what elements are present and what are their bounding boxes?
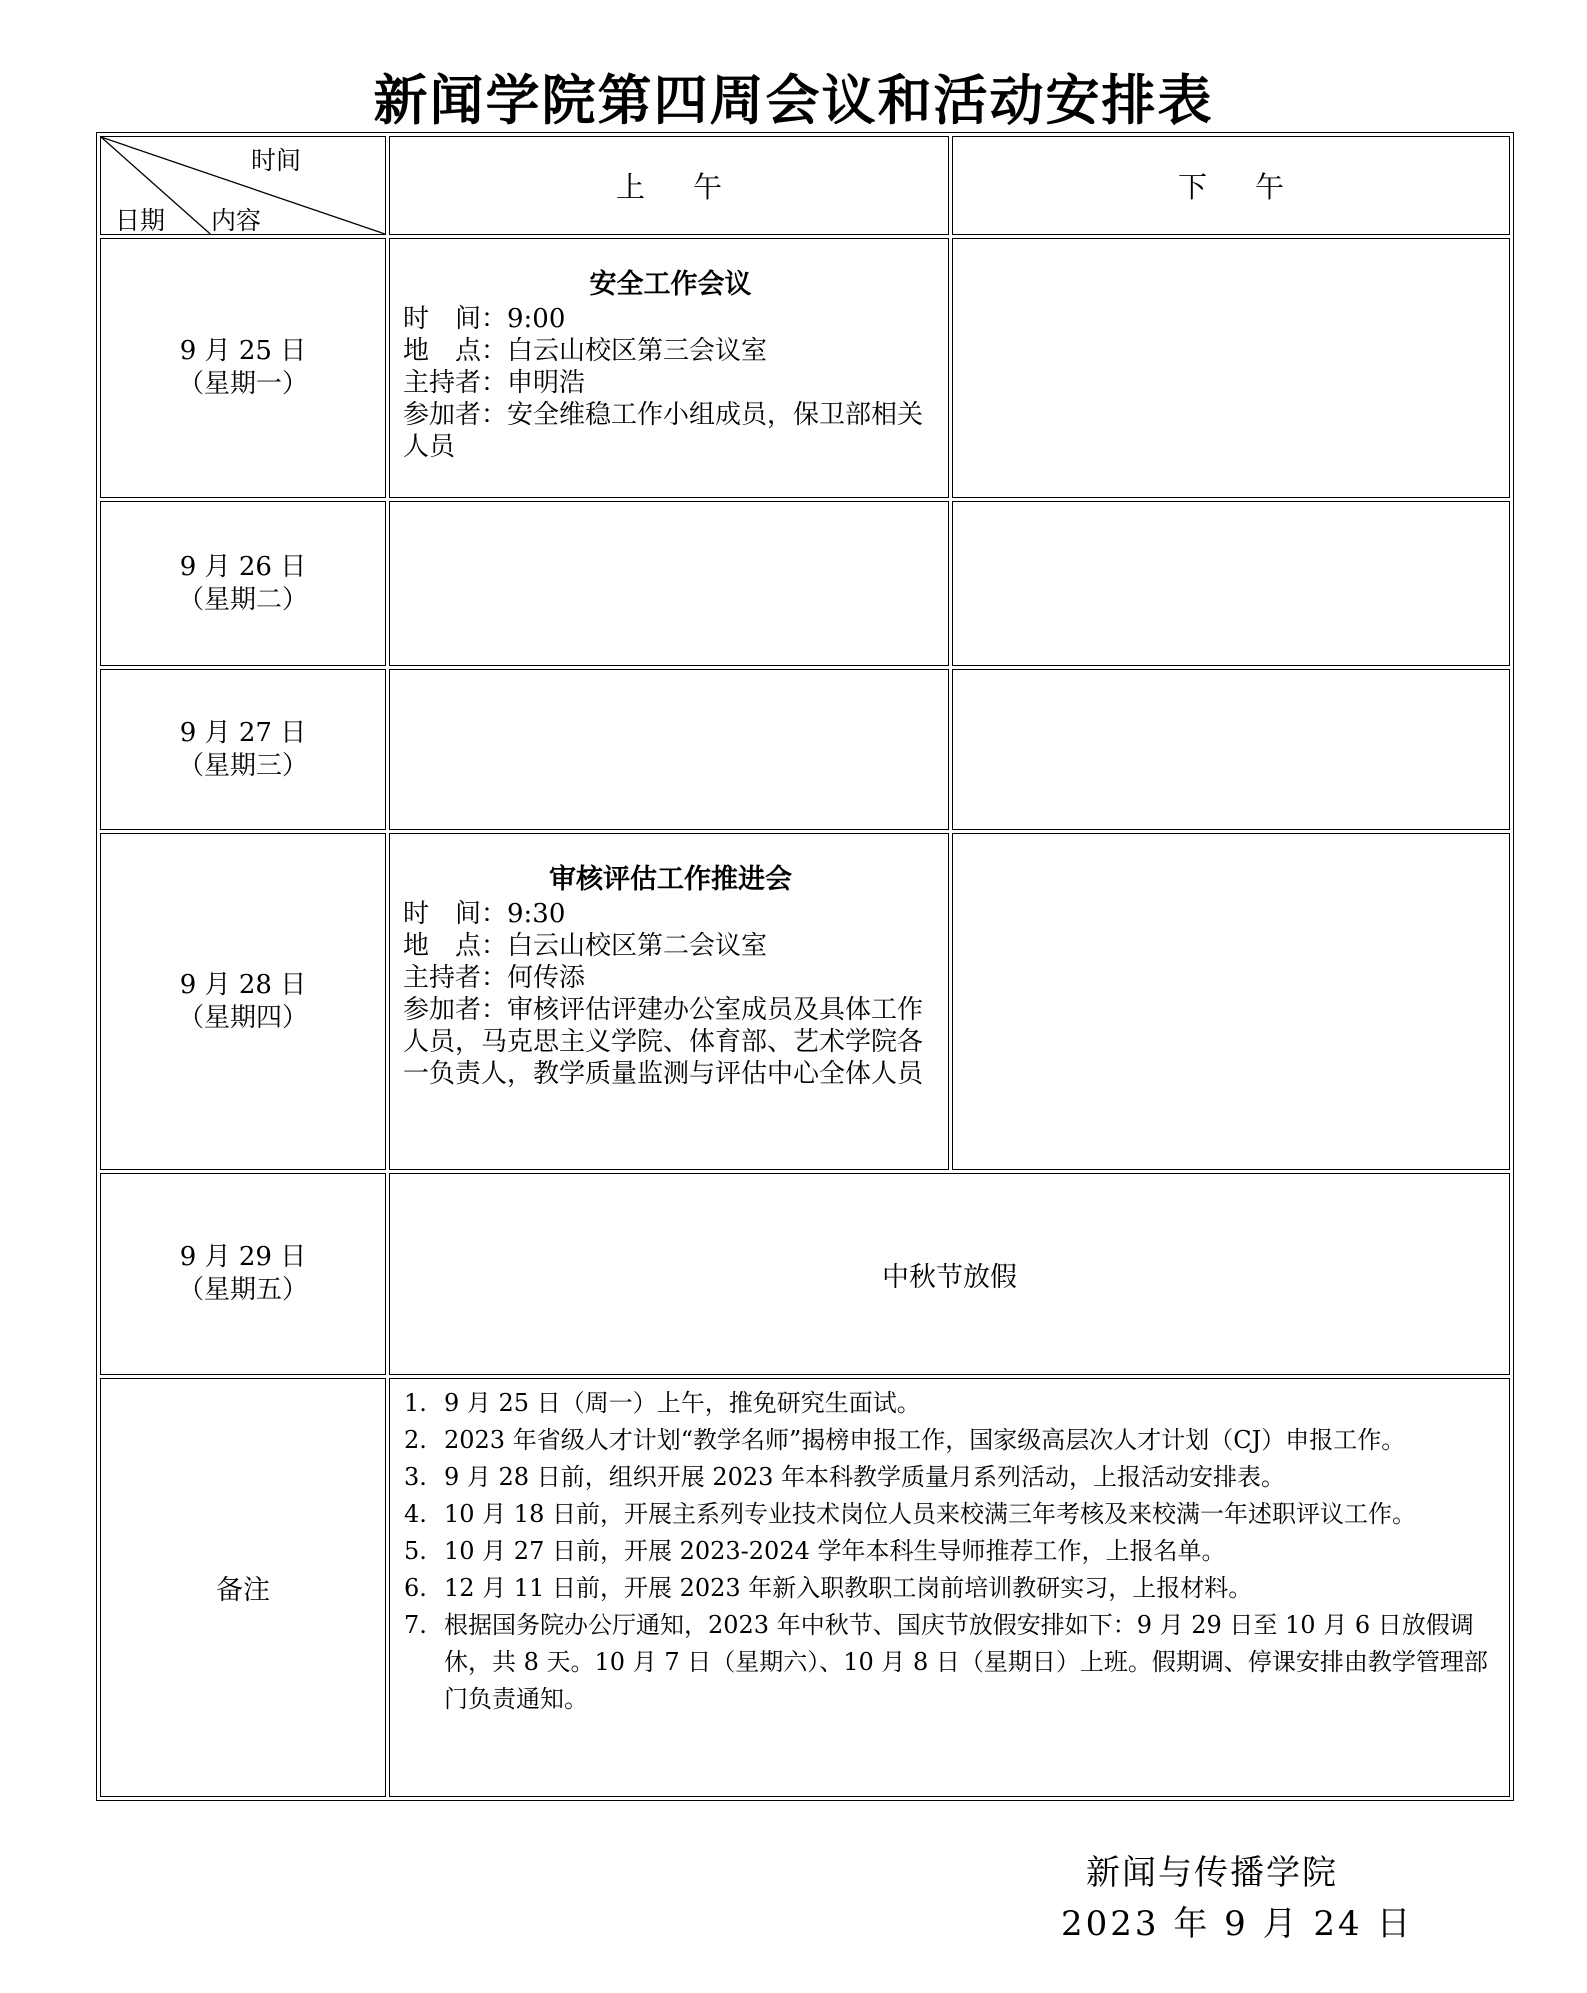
list-item-number: 4. <box>404 1500 427 1528</box>
list-item-text: 12 月 11 日前，开展 2023 年新入职教职工岗前培训教研实习，上报材料。 <box>444 1574 1253 1602</box>
event-attendees: 参加者：审核评估评建办公室成员及具体工作人员，马克思主义学院、体育部、艺术学院各一负责人，教学质量监测与评估中心全体人员 <box>403 995 924 1089</box>
event-time: 时 间：9:00 <box>403 304 566 334</box>
table-row <box>100 238 1510 498</box>
list-item <box>404 1459 1499 1496</box>
event-host: 主持者：申明浩 <box>403 368 586 398</box>
table-row <box>100 833 1510 1170</box>
date-label: 9 月 26 日 <box>179 551 307 582</box>
date-cell <box>100 1173 386 1375</box>
list-item <box>404 1533 1499 1570</box>
afternoon-event-cell <box>952 238 1510 498</box>
list-item-text: 9 月 28 日前，组织开展 2023 年本科教学质量月系列活动，上报活动安排表。 <box>444 1463 1286 1491</box>
date-label: 9 月 28 日 <box>179 969 307 1000</box>
corner-time-label: 时间 <box>251 146 302 175</box>
list-item-text: 2023 年省级人才计划“教学名师”揭榜申报工作，国家级高层次人才计划（CJ）申报工作。 <box>444 1426 1406 1454</box>
page-title: 新闻学院第四周会议和活动安排表 <box>373 69 1214 132</box>
afternoon-event-cell <box>952 501 1510 666</box>
weekday-label: （星期一） <box>177 369 308 399</box>
list-item-text: 9 月 25 日（周一）上午，推免研究生面试。 <box>444 1389 921 1417</box>
list-item-number: 6. <box>404 1574 427 1602</box>
afternoon-header <box>952 136 1510 235</box>
morning-event-cell <box>389 238 949 498</box>
remarks-label: 备注 <box>100 1378 386 1797</box>
list-item-number: 5. <box>404 1537 427 1565</box>
weekday-label: （星期五） <box>177 1275 308 1305</box>
morning-event-cell <box>389 669 949 830</box>
afternoon-event-cell <box>952 833 1510 1170</box>
schedule-table <box>96 132 1514 1801</box>
date-label: 9 月 27 日 <box>179 717 307 748</box>
weekday-label: （星期三） <box>177 750 308 781</box>
list-item-text: 10 月 18 日前，开展主系列专业技术岗位人员来校满三年考核及来校满一年述职评议工作。 <box>444 1500 1416 1528</box>
list-item <box>404 1422 1499 1459</box>
event-attendees: 参加者：安全维稳工作小组成员，保卫部相关人员 <box>403 400 924 462</box>
list-item-number: 1. <box>404 1389 427 1417</box>
list-item-text: 根据国务院办公厅通知，2023 年中秋节、国庆节放假安排如下：9 月 29 日至 10 月 6 日放假调休，共 8 天。10 月 7 日（星期六）、10 月 8 日（星期日）上班。假期调、停课安排由教学管理部门负责通知。 <box>444 1611 1488 1713</box>
event-host: 主持者：何传添 <box>403 963 586 993</box>
corner-header-cell <box>100 136 386 235</box>
event-title: 安全工作会议 <box>589 269 752 300</box>
list-item <box>404 1570 1499 1607</box>
list-item <box>404 1496 1499 1533</box>
list-item-text: 10 月 27 日前，开展 2023-2024 学年本科生导师推荐工作，上报名单。 <box>444 1537 1226 1565</box>
list-item-number: 2. <box>404 1426 427 1454</box>
event-place: 地 点：白云山校区第三会议室 <box>403 336 768 366</box>
event-title: 审核评估工作推进会 <box>549 864 792 895</box>
table-row <box>100 669 1510 830</box>
morning-header <box>389 136 949 235</box>
date-cell <box>100 669 386 830</box>
list-item-number: 3. <box>404 1463 427 1491</box>
corner-date-label: 日期 <box>115 206 166 235</box>
list-item <box>404 1385 1499 1422</box>
corner-content-label: 内容 <box>211 206 262 235</box>
signature-organization: 新闻与传播学院 <box>1086 1853 1338 1893</box>
afternoon-header-label: 下午 <box>1177 170 1332 204</box>
date-cell <box>100 501 386 666</box>
date-cell <box>100 238 386 498</box>
date-label: 9 月 25 日 <box>179 336 307 366</box>
signature-date: 2023 年 9 月 24 日 <box>1061 1904 1414 1944</box>
header-row <box>100 136 1510 235</box>
list-item-number: 7. <box>404 1611 427 1639</box>
table-row <box>100 501 1510 666</box>
date-label: 9 月 29 日 <box>179 1242 307 1272</box>
afternoon-event-cell <box>952 669 1510 830</box>
date-cell <box>100 833 386 1170</box>
event-place: 地 点：白云山校区第二会议室 <box>403 931 768 961</box>
table-row <box>100 1173 1510 1375</box>
morning-event-cell <box>389 501 949 666</box>
weekday-label: （星期四） <box>177 1002 308 1033</box>
remarks-row <box>100 1378 1510 1797</box>
morning-header-label: 上午 <box>615 170 770 204</box>
list-item <box>404 1607 1499 1718</box>
remarks-list <box>389 1378 1510 1797</box>
event-time: 时 间：9:30 <box>403 899 566 929</box>
weekday-label: （星期二） <box>177 584 308 615</box>
morning-event-cell <box>389 833 949 1170</box>
holiday-cell: 中秋节放假 <box>389 1173 1510 1375</box>
